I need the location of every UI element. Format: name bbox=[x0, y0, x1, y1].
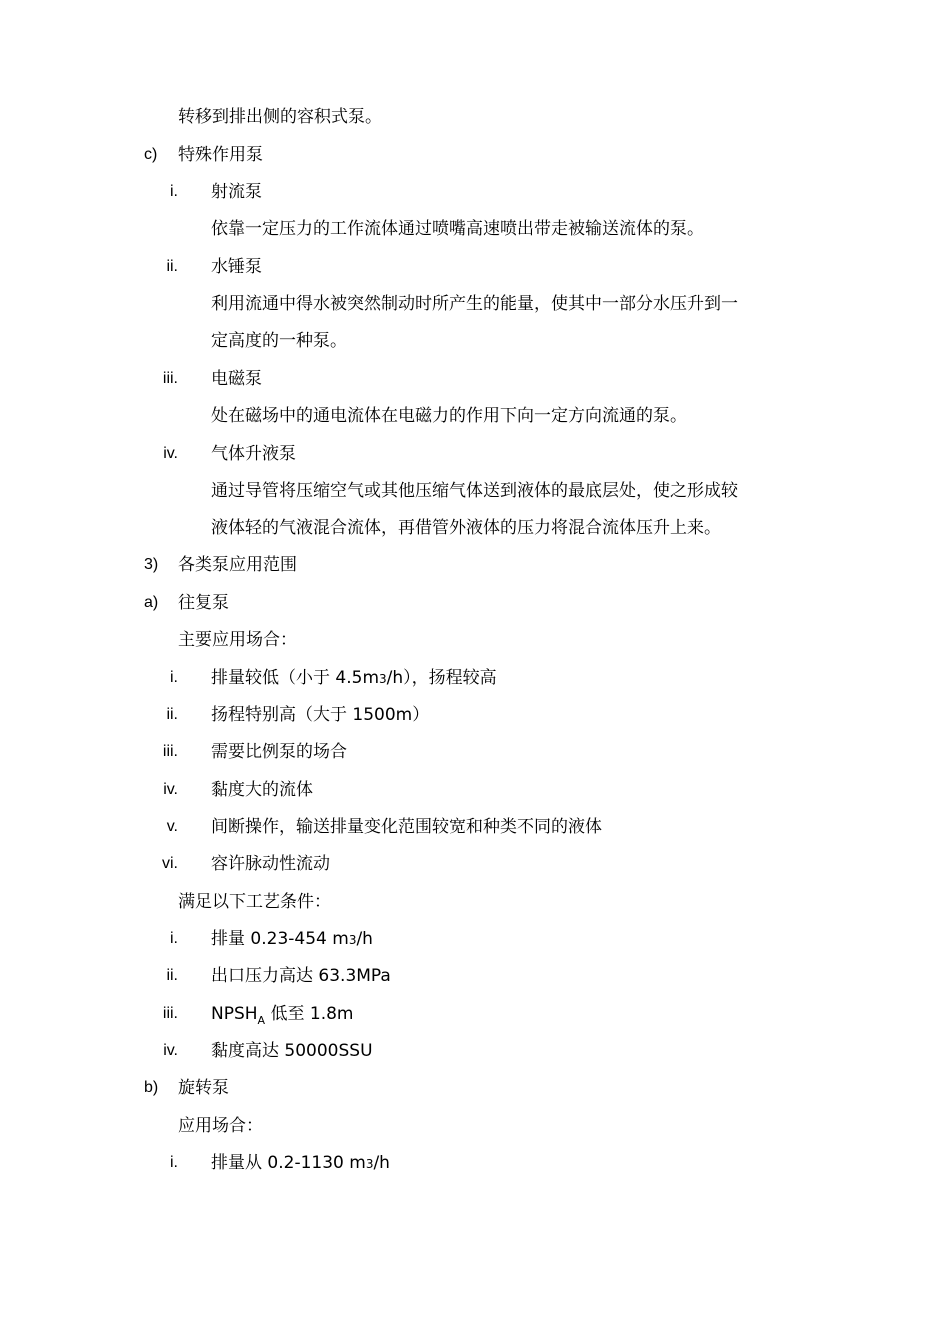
section-a-title: 往复泵 bbox=[178, 593, 229, 613]
section-b-title: 旋转泵 bbox=[178, 1078, 229, 1098]
list-item-marker: iv. bbox=[163, 781, 178, 798]
list-item: 间断操作，输送排量变化范围较宽和种类不同的液体 bbox=[211, 817, 602, 837]
list-item: 排量从 0.2-1130 m3/h bbox=[211, 1153, 390, 1173]
pump-name-em: 电磁泵 bbox=[211, 369, 262, 389]
list-item: 容许脉动性流动 bbox=[211, 854, 330, 874]
list-item-marker: ii. bbox=[166, 706, 178, 723]
pump-name-ram: 水锤泵 bbox=[211, 257, 262, 277]
list-item-marker: i. bbox=[170, 669, 178, 686]
pump-desc-ram-line2: 定高度的一种泵。 bbox=[211, 331, 347, 351]
pump-desc-em: 处在磁场中的通电流体在电磁力的作用下向一定方向流通的泵。 bbox=[211, 406, 687, 426]
list-item-marker: i. bbox=[170, 930, 178, 947]
section-a-apps-heading: 主要应用场合： bbox=[178, 630, 297, 650]
list-item-marker: iv. bbox=[163, 1042, 178, 1059]
section-b-marker: b) bbox=[144, 1079, 159, 1096]
pump-desc-ram-line1: 利用流通中得水被突然制动时所产生的能量，使其中一部分水压升到一 bbox=[211, 294, 738, 314]
section-c-title: 特殊作用泵 bbox=[178, 145, 263, 165]
list-item-marker: iv. bbox=[163, 445, 178, 462]
intro-continuation: 转移到排出侧的容积式泵。 bbox=[178, 107, 382, 127]
section-a-conditions-heading: 满足以下工艺条件： bbox=[178, 892, 331, 912]
list-item: $NPSH_A$ 低至 1.8m bbox=[211, 1004, 354, 1027]
list-item-marker: v. bbox=[166, 818, 178, 835]
list-item: 排量 0.23-454 m3/h bbox=[211, 929, 373, 949]
pump-name-airlift: 气体升液泵 bbox=[211, 444, 296, 464]
pump-desc-airlift-line1: 通过导管将压缩空气或其他压缩气体送到液体的最底层处，使之形成较 bbox=[211, 481, 738, 501]
list-item-marker: ii. bbox=[166, 258, 178, 275]
pump-desc-jet: 依靠一定压力的工作流体通过喷嘴高速喷出带走被输送流体的泵。 bbox=[211, 219, 704, 239]
section-3-title: 各类泵应用范围 bbox=[178, 555, 297, 575]
section-a-marker: a) bbox=[144, 594, 159, 611]
list-item: 扬程特别高（大于 1500m） bbox=[211, 705, 430, 725]
list-item: 出口压力高达 63.3MPa bbox=[211, 966, 391, 986]
section-b-apps-heading: 应用场合： bbox=[178, 1116, 263, 1136]
pump-desc-airlift-line2: 液体轻的气液混合流体，再借管外液体的压力将混合流体压升上来。 bbox=[211, 518, 721, 538]
list-item-marker: i. bbox=[170, 183, 178, 200]
section-c-marker: c) bbox=[144, 146, 158, 163]
list-item: 排量较低（小于 4.5m3/h），扬程较高 bbox=[211, 668, 497, 688]
section-3-marker: 3) bbox=[144, 556, 159, 573]
list-item: 黏度大的流体 bbox=[211, 780, 313, 800]
pump-name-jet: 射流泵 bbox=[211, 182, 262, 202]
list-item-marker: iii. bbox=[162, 743, 178, 760]
list-item-marker: i. bbox=[170, 1154, 178, 1171]
list-item-marker: iii. bbox=[162, 1005, 178, 1022]
list-item-marker: ii. bbox=[166, 967, 178, 984]
list-item: 需要比例泵的场合 bbox=[211, 742, 347, 762]
list-item-marker: vi. bbox=[162, 855, 178, 872]
list-item: 黏度高达 50000SSU bbox=[211, 1041, 373, 1061]
list-item-marker: iii. bbox=[162, 370, 178, 387]
